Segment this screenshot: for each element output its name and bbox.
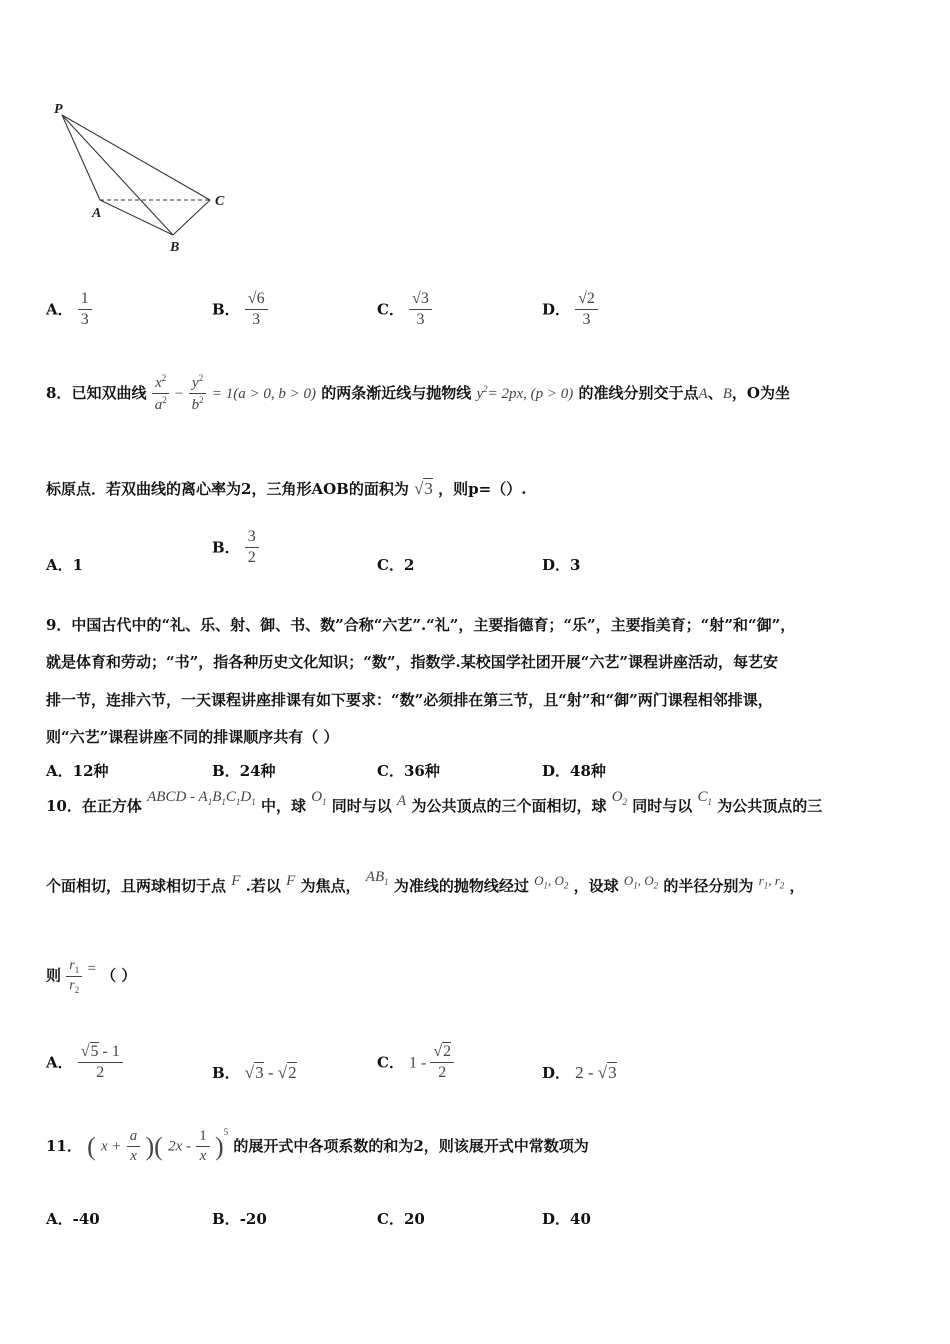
q8-option-b[interactable]: B． $\frac{3}{2}$ <box>212 528 259 568</box>
option-label: B． <box>212 300 240 319</box>
q7-option-c[interactable] <box>377 290 432 330</box>
vertex-label-c: C <box>215 194 225 209</box>
option-fraction: $\frac{1}{3}$ <box>78 290 92 330</box>
q9-line1: 9．中国古代中的“礼、乐、射、御、书、数”合称“六艺”.“礼”，主要指德育；“乐”，主要指美育；“射”和“御”， <box>46 616 796 634</box>
q10-option-d[interactable]: D． 2 - √3 <box>542 1063 617 1082</box>
q10-option-a[interactable]: A． $\frac{√5 - 1}{2}$ <box>46 1043 123 1083</box>
q9-option-d[interactable]: D．48种 <box>542 762 606 780</box>
option-label: C． <box>377 300 404 319</box>
q8-option-a[interactable]: A．1 <box>46 556 84 574</box>
vertex-label-b: B <box>170 240 180 255</box>
q9-option-a[interactable]: A．12种 <box>46 762 109 780</box>
q10-line3: 则 $\frac{r_1}{r_2}$ = （ ） <box>46 958 137 995</box>
option-fraction: $\frac{√2}{3}$ <box>575 290 598 330</box>
q10-line2: 个面相切，且两球相切于点 F .若以 F 为焦点， $AB_1$ 为准线的抛物线经过 $O_1$, $O_2$ ，设球 $O_1$, $O_2$ 的半径分别为 $r_1$, $r_2$ ， <box>46 869 805 895</box>
option-fraction: $\frac{√3}{3}$ <box>409 290 432 330</box>
q10-option-b[interactable]: B． √3 - √2 <box>212 1063 297 1082</box>
q11-option-c[interactable]: C．20 <box>377 1210 425 1228</box>
q9-option-c[interactable]: C．36种 <box>377 762 440 780</box>
q11-option-d[interactable]: D．40 <box>542 1210 591 1228</box>
q10-option-c[interactable]: C． 1 - $\frac{√2}{2}$ <box>377 1043 454 1083</box>
q7-option-a[interactable] <box>46 290 92 330</box>
option-fraction: $\frac{√6}{3}$ <box>245 290 268 330</box>
q11-option-a[interactable]: A．-40 <box>46 1210 100 1228</box>
option-label: D． <box>542 300 571 319</box>
q8-option-c[interactable]: C．2 <box>377 556 415 574</box>
q9-line4: 则“六艺”课程讲座不同的排课顺序共有（ ） <box>46 728 339 746</box>
q8-line2: 标原点．若双曲线的离心率为2，三角形AOB的面积为 √3 ，则p=（）. <box>46 479 527 498</box>
q8-option-d[interactable]: D．3 <box>542 556 581 574</box>
q8-line1: 8．已知双曲线 $\frac{x^2}{a^2}$ − $\frac{y^2}{b^2}$ = 1(a > 0, b > 0) 的两条渐近线与抛物线 $y^2= 2px$, (p > 0) 的准线分别交于点A、B，O为坐 <box>46 373 790 414</box>
q7-option-b[interactable] <box>212 290 268 330</box>
pyramid-figure <box>40 95 240 260</box>
option-label: A． <box>46 300 73 319</box>
q11-option-b[interactable]: B．-20 <box>212 1210 267 1228</box>
vertex-label-p: P <box>54 102 63 117</box>
q9-line2: 就是体育和劳动；“书”，指各种历史文化知识；“数”，指数学.某校国学社团开展“六艺”课程讲座活动，每艺安 <box>46 653 778 671</box>
q11-line: 11． ( x + $\frac{a}{x}$ )( 2x - $\frac{1}{x}$ )$^5$ 的展开式中各项系数的和为2，则该展开式中常数项为 <box>46 1126 589 1165</box>
q7-option-d[interactable] <box>542 290 598 330</box>
q9-option-b[interactable]: B．24种 <box>212 762 276 780</box>
q10-line1: 10．在正方体 ABCD - $A_1B_1C_1D_1$ 中，球 $O_1$ 同时与以 A 为公共顶点的三个面相切，球 $O_2$ 同时与以 $C_1$ 为公共顶点的三 <box>46 789 823 815</box>
q9-line3: 排一节，连排六节，一天课程讲座排课有如下要求：“数”必须排在第三节，且“射”和“御”两门课程相邻排课， <box>46 691 773 709</box>
vertex-label-a: A <box>92 206 102 221</box>
